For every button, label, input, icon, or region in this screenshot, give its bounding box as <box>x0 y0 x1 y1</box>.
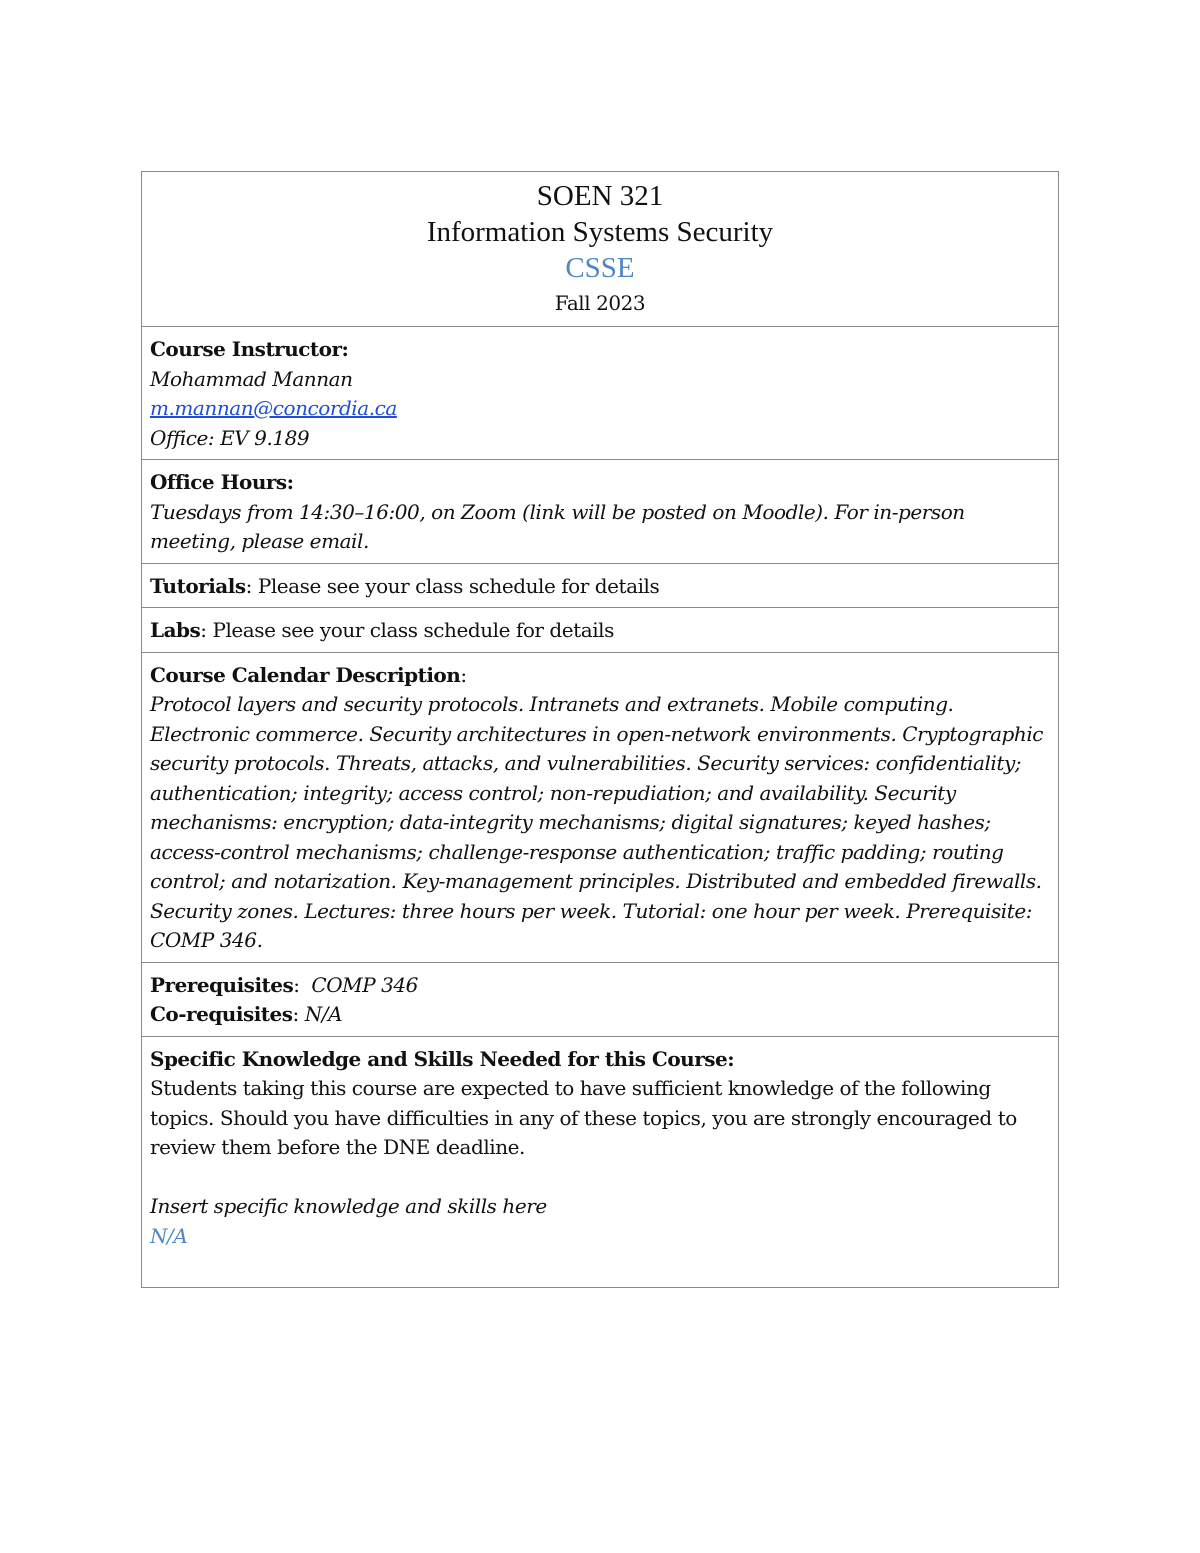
tutorials-cell <box>142 563 1059 608</box>
office-hours-row <box>142 460 1059 564</box>
instructor-cell <box>142 327 1059 460</box>
calendar-description-label: Course Calendar Description <box>150 662 461 687</box>
header-row <box>142 172 1059 327</box>
office-hours-text: Tuesdays from 14:30–16:00, on Zoom (link will be posted on Moodle). For in-person meeting, please email. <box>150 499 965 553</box>
instructor-email-link[interactable]: m.mannan@concordia.ca <box>150 396 397 420</box>
requisites-row <box>142 962 1059 1036</box>
instructor-row <box>142 327 1059 460</box>
skills-label: Specific Knowledge and Skills Needed for this Course: <box>150 1046 735 1071</box>
skills-row <box>142 1036 1059 1287</box>
tutorials-row <box>142 563 1059 608</box>
labs-cell <box>142 608 1059 653</box>
term: Fall 2023 <box>554 291 646 315</box>
instructor-name: Mohammad Mannan <box>150 366 353 391</box>
skills-value: N/A <box>150 1223 188 1248</box>
course-code: SOEN 321 <box>536 180 664 212</box>
skills-cell <box>142 1036 1059 1287</box>
calendar-description-colon: : <box>460 662 467 687</box>
course-header-cell <box>142 172 1059 327</box>
skills-insert-prompt: Insert specific knowledge and skills here <box>150 1194 547 1218</box>
calendar-description-text: Protocol layers and security protocols. Intranets and extranets. Mobile computing. Electronic commerce. Security architectures in open-network environments. Cryptographic security protocols. Threats, attacks, and vulnerabilities. Security services: confidentiality; authentication; integrity; access control; non-repudiation; and availability. Security mechanisms: encryption; data-integrity mechanisms; digital signatures; keyed hashes; access-control mechanisms; challenge-response authentication; traffic padding; routing control; and notarization. Key-management principles. Distributed and embedded firewalls. Security zones. Lectures: three hours per week. Tutorial: one hour per week. Prerequisite: COMP 346. <box>150 692 1044 952</box>
labs-row <box>142 608 1059 653</box>
requisites-cell <box>142 962 1059 1036</box>
calendar-description-row <box>142 652 1059 962</box>
course-title: Information Systems Security <box>426 216 774 248</box>
skills-spacer <box>150 1163 1050 1193</box>
prerequisites-separator: : <box>293 972 312 997</box>
instructor-label: Course Instructor: <box>150 337 349 361</box>
office-hours-cell <box>142 460 1059 564</box>
instructor-office: Office: EV 9.189 <box>150 425 310 450</box>
tutorials-text: : Please see your class schedule for details <box>245 573 660 598</box>
labs-label: Labs <box>150 618 201 642</box>
prerequisites-label: Prerequisites <box>150 972 294 997</box>
department-name: CSSE <box>565 252 635 284</box>
prerequisites-value: COMP 346 <box>311 972 418 997</box>
skills-text: Students taking this course are expected to have sufficient knowledge of the following topics. Should you have difficulties in any of these topics, you are strongly encouraged to review them before the DNE deadline. <box>150 1076 1017 1159</box>
corequisites-separator: : <box>292 1002 305 1026</box>
corequisites-value: N/A <box>304 1002 343 1026</box>
labs-text: : Please see your class schedule for details <box>200 618 614 642</box>
office-hours-label: Office Hours: <box>150 470 294 494</box>
calendar-description-cell <box>142 652 1059 962</box>
tutorials-label: Tutorials <box>150 573 246 598</box>
corequisites-label: Co-requisites <box>150 1002 293 1026</box>
course-outline-table <box>141 171 1059 1288</box>
